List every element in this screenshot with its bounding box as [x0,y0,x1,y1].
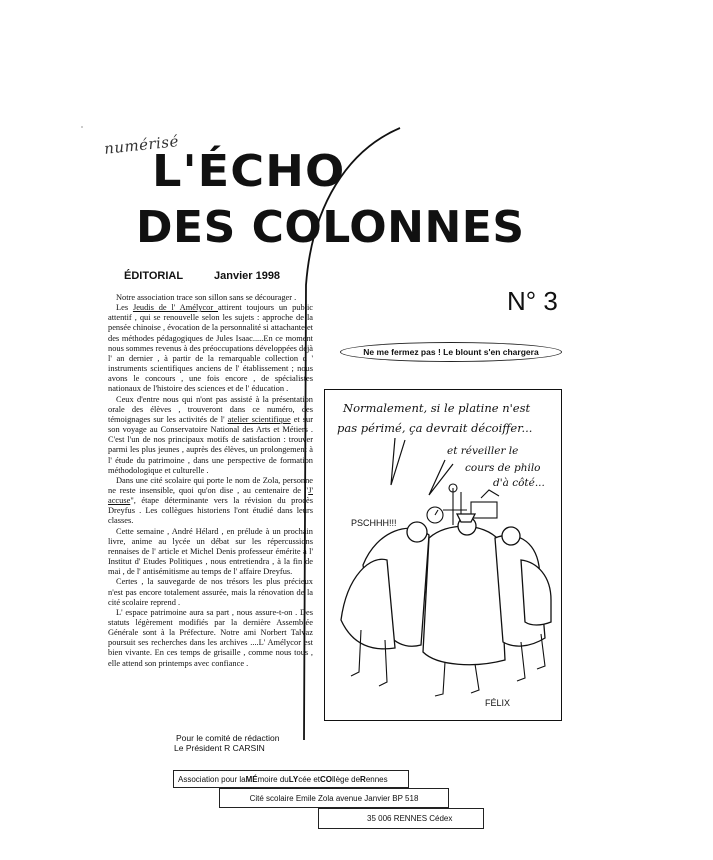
address-association-part: LY [288,774,299,784]
editorial-date: Janvier 1998 [214,270,281,282]
masthead-line2: DES COLONNES [136,202,525,253]
editorial-signature [174,733,279,753]
speech1-line2: pas périmé, ça devrait décoiffer... [337,421,533,435]
signature-line1: Pour le comité de rédaction [176,733,280,743]
address-association-part: Association pour la [178,774,246,784]
speech1-tail [391,438,405,485]
issue-number: N° 3 [507,286,558,316]
editorial-paragraph: Les Jeudis de l' Amélycor attirent toujours un public attentif , qui se renouvelle selon les sujets : approche de la pensée chinoise , évocation de la personnalité si attachante et des méthodes pédagogiques de Jules Isaac.....En ce moment nous sommes revenus à des préoccupations développées déjà l' an dernier , à partir de la remarquable collection d ' instruments scientifiques anciens de l' établissement ; nous avons le concours , une fois encore , de spécialistes nationaux de l'histoire des sciences et de l' éducation . [108,303,313,394]
address-association-part: llège de [332,774,361,784]
speech2-line1: et réveiller le [447,445,519,457]
underlined-text: atelier scientifique [227,414,291,424]
callout-text: Ne me fermez pas ! Le blount s'en chargera [363,347,539,357]
cartoon-drawing [325,390,560,719]
address-city [318,808,484,829]
address-city-text: 35 006 RENNES Cédex [367,814,453,823]
cloaked-figures [341,514,551,665]
editorial-body [108,293,313,669]
handwritten-note: numérisé [103,132,180,158]
callout-oval [340,342,562,362]
artist-signature: FÉLIX [485,698,511,708]
address-association-part: ennes [365,774,388,784]
editorial-paragraph: L' espace patrimoine aura sa part , nous assure-t-on . Des statuts légèrement modifiés par la dernière Assemblée Générale sont à la Préfecture. Notre ami Norbert Talvaz poursuit ses recherches dans les archives ....L' Amélycor est bien vivante. En ces temps de grisaille , comme nous tous , elle attend son printemps avec confiance . [108,607,313,668]
cartoon-frame [324,389,562,721]
address-association-part: cée et [298,774,321,784]
editorial-paragraph: Notre association trace son sillon sans se décourager . [116,293,297,302]
address-street [219,788,449,808]
editorial-heading: ÉDITORIAL [124,270,184,282]
speech2-line3: d'à côté... [493,477,545,489]
masthead-line1: L'ÉCHO [152,146,346,197]
address-street-text: Cité scolaire Emile Zola avenue Janvier BP 518 [249,793,419,803]
editorial-paragraph: Ceux d'entre nous qui n'ont pas assisté à la présentation orale des élèves , trouveront dans ce numéro, des témoignages sur les activités de l' atelier scientifique et sur son voyage au Conservatoire National des Arts et Métiers . C'est l'un de nos principaux motifs de satisfaction : trouver parmi les plus jeunes , auprès des élèves, un prolongement à l' étude du patrimoine , dans une perspective de formation méthodologique et culturelle . [108,394,313,475]
speech2-line2: cours de philo [465,462,541,474]
speech1-line1: Normalement, si le platine n'est [343,401,531,415]
address-association [173,770,409,788]
address-association-part: MÉ [245,774,258,784]
editorial-paragraph: Cette semaine , André Hélard , en prélude à un prochain livre, anime au lycée un débat sur les répercussions rennaises de l' article et Michel Denis professeur émérite à l' Institut d' Etudes Politiques , nous entretiendra , à la fin de mai , de l' antisémitisme au temps de l' affaire Dreyfus. [108,526,313,577]
editorial-paragraph: Certes , la sauvegarde de nos trésors les plus précieux n'est pas encore totalement assurée, mais la rénovation de la cité scolaire reprend . [108,577,313,607]
signature-line2: Le Président R CARSIN [174,743,265,753]
address-association-part: R [360,774,366,784]
underlined-text: J' accuse [108,485,313,506]
address-association-part: CO [320,774,333,784]
underlined-text: Jeudis de l' Amélycor [132,303,218,313]
address-association-part: moire du [257,774,289,784]
editorial-paragraph: Dans une cité scolaire qui porte le nom de Zola, personne ne reste insensible, quoi qu'on dise , au centenaire de "J' accuse", étape déterminante vers la révision du procès Dreyfus . Les collègues historiens l'ont étudié dans leurs classes. [108,475,313,526]
sound-effect: PSCHHH!!! [351,518,397,528]
